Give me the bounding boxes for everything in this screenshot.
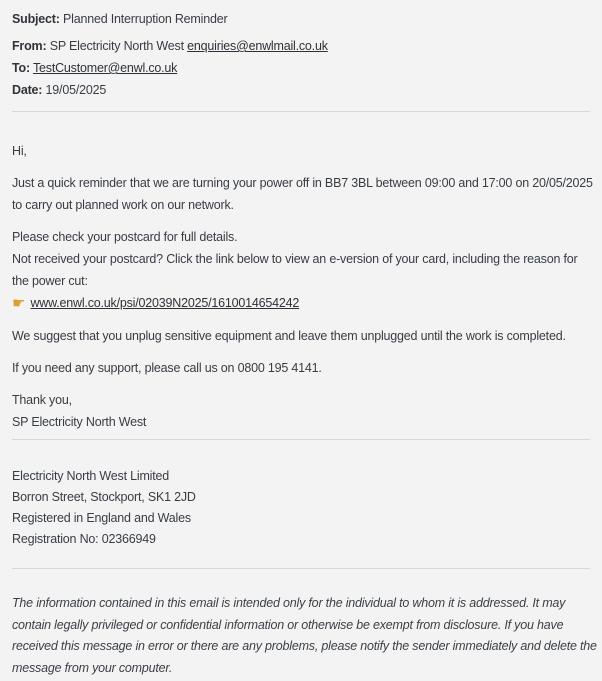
- signoff-thanks: Thank you,: [12, 393, 72, 407]
- support-paragraph: [12, 357, 590, 379]
- signature-company: Electricity North West Limited: [12, 469, 170, 483]
- disclaimer-line-1: The information contained in this email is intended only for the individual to whom it is addressed. It may: [12, 596, 566, 610]
- date-label: Date:: [12, 83, 43, 97]
- email-headers: [12, 8, 590, 101]
- date-value: 19/05/2025: [45, 83, 107, 97]
- disclaimer-line-2: contain legally privileged or confidential information or otherwise be exempt from disclosure. If you have: [12, 617, 564, 632]
- pointing-hand-icon[interactable]: ☛: [12, 295, 26, 312]
- signature-registered: Registered in England and Wales: [12, 511, 191, 525]
- from-row: [12, 35, 590, 57]
- signoff-sender: SP Electricity North West: [12, 415, 147, 429]
- reminder-line-2: to carry out planned work on our network.: [12, 198, 234, 212]
- signoff: [12, 389, 590, 433]
- subject-value: Planned Interruption Reminder: [63, 12, 228, 26]
- signature-block: [12, 440, 590, 550]
- to-email-link[interactable]: TestCustomer@enwl.co.uk: [32, 61, 178, 75]
- date-row: [12, 79, 590, 101]
- support-text: If you need any support, please call us on 0800 195 4141.: [12, 361, 322, 375]
- to-row: [12, 57, 590, 79]
- postcard-missing-line-2: the power cut:: [12, 274, 88, 288]
- email-body: [12, 112, 593, 433]
- subject-label: Subject:: [12, 12, 60, 26]
- from-email-link[interactable]: enquiries@enwlmail.co.uk: [187, 39, 328, 53]
- to-label: To:: [12, 61, 30, 75]
- advice-paragraph: [12, 325, 590, 347]
- postcard-link-row: [12, 292, 590, 315]
- subject-row: [12, 8, 590, 30]
- reminder-paragraph: [12, 172, 593, 216]
- postcard-paragraph: [12, 226, 590, 315]
- greeting-text: Hi,: [12, 144, 27, 158]
- postcard-check-line: Please check your postcard for full details.: [12, 230, 238, 244]
- reminder-line-1: Just a quick reminder that we are turning your power off in BB7 3BL between 09:00 and 17:00 on 20/05/2025: [12, 176, 593, 190]
- signature-address: Borron Street, Stockport, SK1 2JD: [12, 490, 196, 504]
- disclaimer-line-3: received this message in error or there are any problems, please notify the sender immediately and delete the: [12, 639, 597, 653]
- from-name: SP Electricity North West: [49, 39, 184, 53]
- greeting: [12, 140, 590, 162]
- from-label: From:: [12, 39, 47, 53]
- postcard-missing-line-1: Not received your postcard? Click the link below to view an e-version of your card, including the reason for: [12, 252, 578, 266]
- advice-text: We suggest that you unplug sensitive equipment and leave them unplugged until the work is completed.: [12, 329, 566, 343]
- signature-registration-no: Registration No: 02366949: [12, 532, 156, 546]
- postcard-link[interactable]: www.enwl.co.uk/psi/02039N2025/1610014654242: [30, 296, 300, 310]
- disclaimer-line-4: message from your computer.: [12, 660, 173, 675]
- disclaimer-block: [12, 569, 597, 679]
